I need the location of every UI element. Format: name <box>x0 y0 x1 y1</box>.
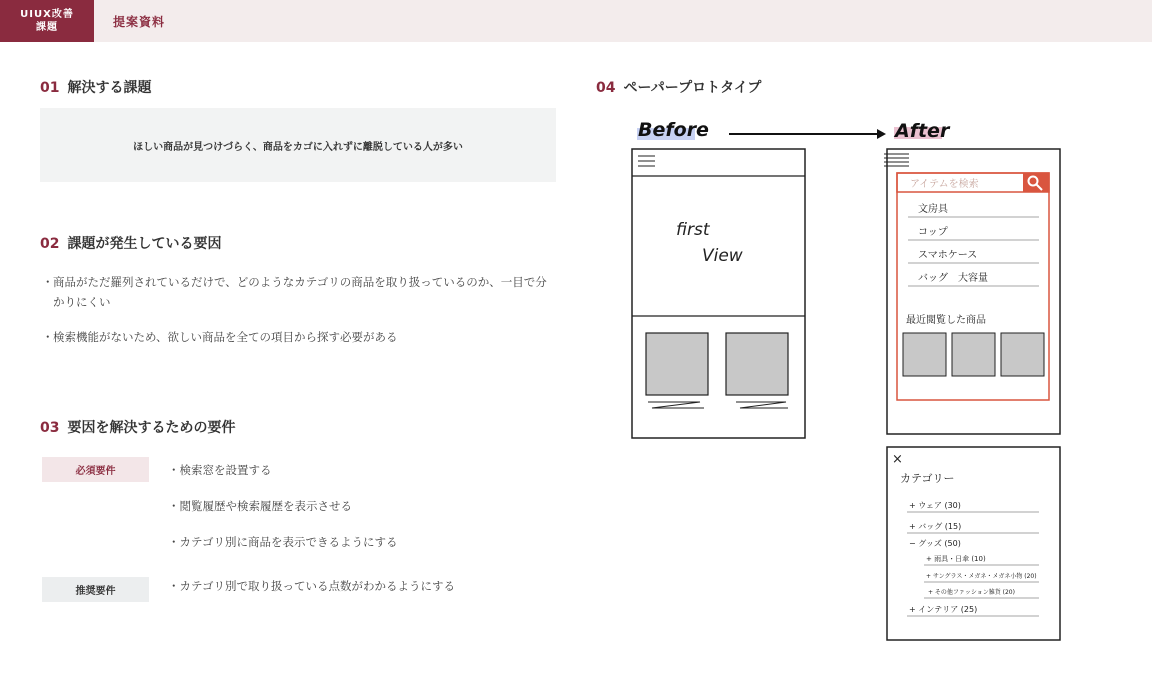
problem-statement: ほしい商品が見つけづらく、商品をカゴに入れずに離脱している人が多い <box>133 141 463 153</box>
category-subitem: + その他ファッション雑貨 (20) <box>928 589 1015 596</box>
section-title: 要因を解決するための要件 <box>67 420 236 436</box>
menu-item: バッグ 大容量 <box>918 273 988 284</box>
after-label: After <box>895 120 950 142</box>
before-wireframe <box>632 149 805 438</box>
category-item: − グッズ (50) <box>909 539 961 548</box>
section-title: 解決する課題 <box>67 80 152 96</box>
menu-item: 文房具 <box>918 204 948 215</box>
category-tag-line2: 課題 <box>36 22 58 33</box>
category-wireframe <box>887 447 1060 640</box>
recent-item-thumbnail <box>1001 333 1044 376</box>
section-title: ペーパープロトタイプ <box>623 80 762 96</box>
close-icon: × <box>892 452 903 467</box>
menu-item: スマホケース <box>918 250 978 261</box>
menu-item: コップ <box>918 227 948 238</box>
category-title: カテゴリー <box>900 472 955 485</box>
document-title: 提案資料 <box>113 15 166 29</box>
recent-item-thumbnail <box>952 333 995 376</box>
category-item: + ウェア (30) <box>909 501 961 510</box>
category-item: + インテリア (25) <box>909 605 978 614</box>
category-tag-line1: UIUX改善 <box>20 9 74 20</box>
cause-text: 商品がただ羅列されているだけで、どのようなカテゴリの商品を取り扱っているのか、一目で分かりにくい <box>53 275 547 309</box>
requirement-item: ・閲覧履歴や検索履歴を表示させる <box>168 499 352 513</box>
before-label: Before <box>638 119 709 141</box>
section-title: 課題が発生している要因 <box>67 236 222 252</box>
product-thumbnail <box>646 333 708 395</box>
category-subitem: + サングラス・メガネ・メガネ小物 (20) <box>926 573 1037 580</box>
category-subitem: + 雨具・日傘 (10) <box>926 555 986 563</box>
required-badge: 必須要件 <box>42 457 149 482</box>
section-number: 03 <box>40 420 60 436</box>
search-placeholder: アイテムを検索 <box>910 179 979 190</box>
first-view-text: first <box>676 220 710 240</box>
bullet-mark: ・ <box>42 275 54 289</box>
search-button <box>1023 173 1049 192</box>
requirement-item: ・検索窓を設置する <box>168 463 272 477</box>
recent-items-label: 最近閲覧した商品 <box>906 315 986 326</box>
bullet-mark: ・ <box>42 330 54 344</box>
arrow-head <box>877 129 886 139</box>
recent-item-thumbnail <box>903 333 946 376</box>
product-thumbnail <box>726 333 788 395</box>
first-view-text: View <box>702 246 743 266</box>
cause-text: 検索機能がないため、欲しい商品を全ての項目から探す必要がある <box>53 330 398 344</box>
hamburger-icon <box>638 156 655 166</box>
requirement-item: ・カテゴリ別で取り扱っている点数がわかるようにする <box>168 579 456 593</box>
after-wireframe <box>884 149 1060 434</box>
category-item: + バッグ (15) <box>909 522 962 531</box>
recommended-badge: 推奨要件 <box>42 577 149 602</box>
requirement-item: ・カテゴリ別に商品を表示できるようにする <box>168 535 398 549</box>
section-number: 02 <box>40 236 60 252</box>
section-number: 04 <box>596 80 616 96</box>
section-number: 01 <box>40 80 60 96</box>
